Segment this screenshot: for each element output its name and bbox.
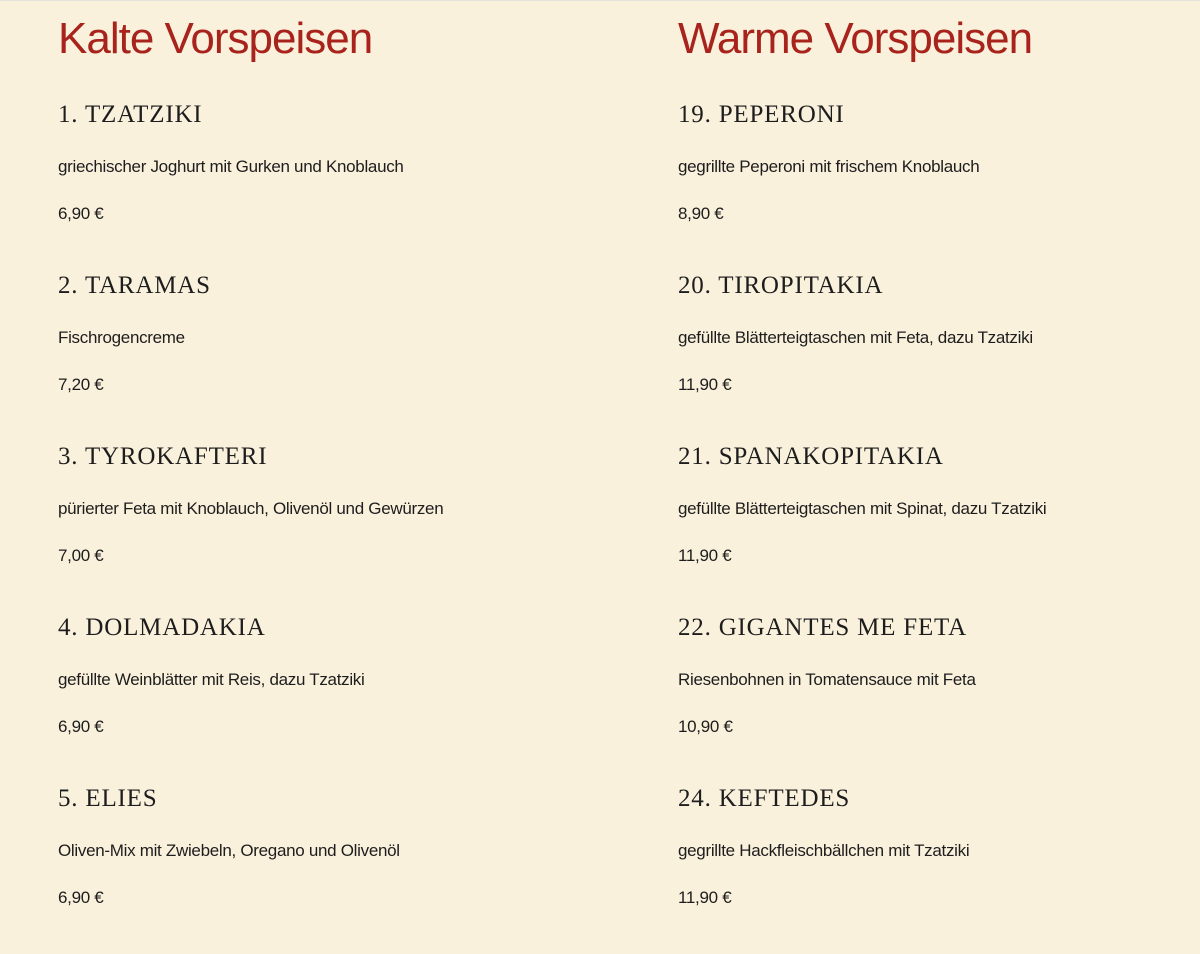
menu-item [58, 99, 598, 270]
menu-item-description: Oliven-Mix mit Zwiebeln, Oregano und Olivenöl [58, 841, 400, 860]
menu-item [58, 612, 598, 783]
menu-item-description: gefüllte Blätterteigtaschen mit Feta, dazu Tzatziki [678, 328, 1033, 347]
menu-item-name: 22. GIGANTES ME FETA [678, 614, 967, 641]
menu-item-price: 10,90 € [678, 717, 733, 736]
menu-item-price: 8,90 € [678, 204, 724, 223]
menu-item [678, 99, 1200, 270]
menu-item-name: 3. TYROKAFTERI [58, 443, 268, 470]
menu-item-name: 19. PEPERONI [678, 101, 845, 128]
section-title: Kalte Vorspeisen [58, 14, 373, 63]
menu-item-price: 6,90 € [58, 204, 104, 223]
menu-item-name: 24. KEFTEDES [678, 785, 851, 812]
menu-item [58, 270, 598, 441]
menu-item [678, 783, 1200, 954]
menu-item-name: 5. ELIES [58, 785, 158, 812]
menu-item-price: 11,90 € [678, 375, 732, 394]
menu-item-name: 1. TZATZIKI [58, 101, 203, 128]
menu-item-description: griechischer Joghurt mit Gurken und Knoblauch [58, 157, 404, 176]
menu-item-name: 20. TIROPITAKIA [678, 272, 884, 299]
menu-item-description: Fischrogencreme [58, 328, 185, 347]
menu-item-description: gegrillte Hackfleischbällchen mit Tzatziki [678, 841, 970, 860]
menu-item [58, 441, 598, 612]
menu-item-price: 7,20 € [58, 375, 104, 394]
menu-item-description: pürierter Feta mit Knoblauch, Olivenöl und Gewürzen [58, 499, 444, 518]
menu-item [678, 441, 1200, 612]
menu-item-price: 11,90 € [678, 546, 732, 565]
menu-item-description: gefüllte Weinblätter mit Reis, dazu Tzatziki [58, 670, 365, 689]
menu-item [678, 270, 1200, 441]
menu-item-list [678, 99, 1200, 954]
menu-item-description: gefüllte Blätterteigtaschen mit Spinat, dazu Tzatziki [678, 499, 1047, 518]
menu-item-price: 6,90 € [58, 888, 104, 907]
menu-item-list [58, 99, 598, 954]
menu-item [678, 612, 1200, 783]
menu-item-price: 7,00 € [58, 546, 104, 565]
menu-item-description: gegrillte Peperoni mit frischem Knoblauch [678, 157, 980, 176]
menu-item-description: Riesenbohnen in Tomatensauce mit Feta [678, 670, 976, 689]
menu-item-name: 21. SPANAKOPITAKIA [678, 443, 944, 470]
menu-item [58, 783, 598, 954]
menu-item-price: 11,90 € [678, 888, 732, 907]
section-title: Warme Vorspeisen [678, 14, 1033, 63]
menu-item-name: 4. DOLMADAKIA [58, 614, 266, 641]
menu-item-price: 6,90 € [58, 717, 104, 736]
menu-item-name: 2. TARAMAS [58, 272, 211, 299]
